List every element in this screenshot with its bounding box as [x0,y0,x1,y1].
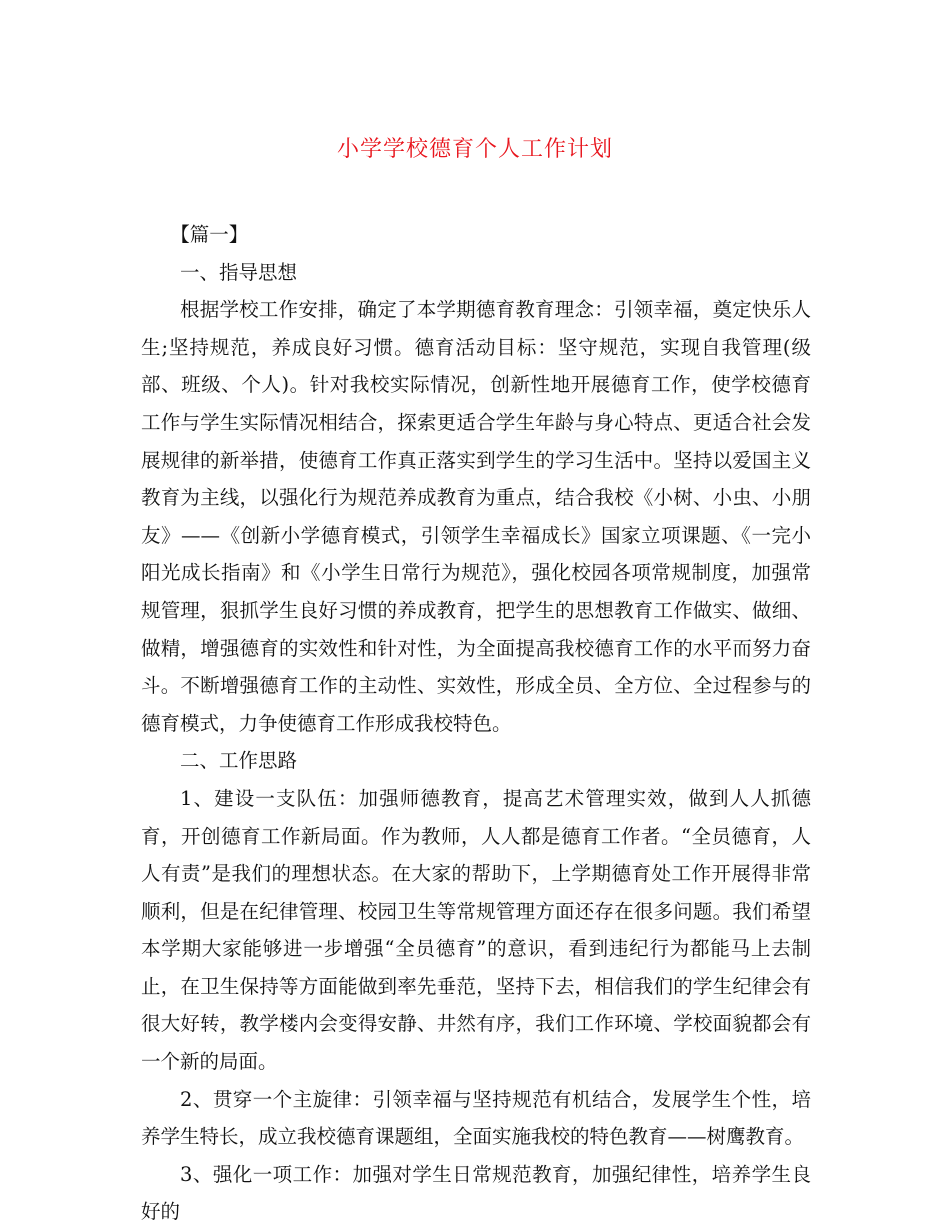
section-heading: 一、指导思想 [180,260,298,284]
document-body [141,216,811,1231]
document-title: 小学学校德育个人工作计划 [336,137,613,162]
section-heading: 二、工作思路 [180,749,298,773]
body-paragraph: 根据学校工作安排，确定了本学期德育教育理念：引领幸福，奠定快乐人生;坚持规范，养成良好习惯。德育活动目标：坚守规范，实现自我管理(级部、班级、个人)。针对我校实际情况，创新性地开展德育工作，使学校德育工作与学生实际情况相结合，探索更适合学生年龄与身心特点、更适合社会发展规律的新举措，使德育工作真正落实到学生的学习生活中。坚持以爱国主义教育为主线，以强化行为规范养成教育为重点，结合我校《小树、小虫、小朋友》——《创新小学德育模式，引领学生幸福成长》国家立项课题、《一完小阳光成长指南》和《小学生日常行为规范》，强化校园各项常规制度，加强常规管理，狠抓学生良好习惯的养成教育，把学生的思想教育工作做实、做细、做精，增强德育的实效性和针对性，为全面提高我校德育工作的水平而努力奋斗。不断增强德育工作的主动性、实效性，形成全员、全方位、全过程参与的德育模式，力争使德育工作形成我校特色。 [141,298,811,735]
section-label: 【篇一】 [170,223,249,246]
body-paragraph: 2、贯穿一个主旋律：引领幸福与坚持规范有机结合，发展学生个性，培养学生特长，成立我校德育课题组，全面实施我校的特色教育——树鹰教育。 [141,1087,811,1149]
body-paragraph: 1、建设一支队伍：加强师德教育，提高艺术管理实效，做到人人抓德育，开创德育工作新局面。作为教师，人人都是德育工作者。“全员德育，人人有责”是我们的理想状态。在大家的帮助下，上学期德育处工作开展得非常顺利，但是在纪律管理、校园卫生等常规管理方面还存在很多问题。我们希望本学期大家能够进一步增强“全员德育”的意识，看到违纪行为都能马上去制止，在卫生保持等方面能做到率先垂范，坚持下去，相信我们的学生纪律会有很大好转，教学楼内会变得安静、井然有序，我们工作环境、学校面貌都会有一个新的局面。 [141,786,811,1074]
body-paragraph: 3、强化一项工作：加强对学生日常规范教育，加强纪律性，培养学生良好的 [141,1162,811,1224]
